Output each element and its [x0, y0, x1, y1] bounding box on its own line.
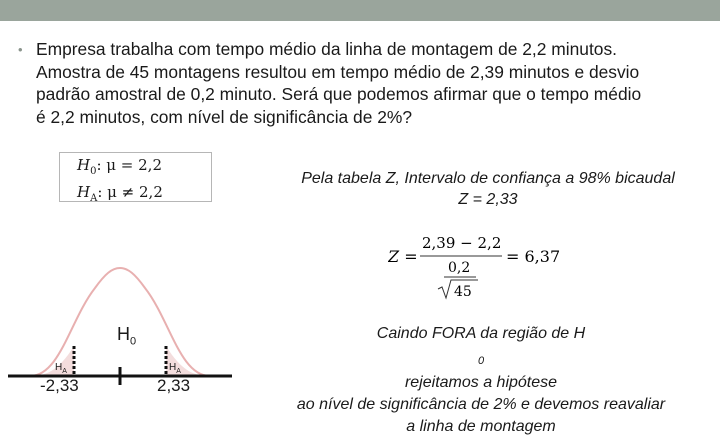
ha-right-subscript: A: [176, 368, 181, 375]
formula-numerator: 2,39 − 2,2: [422, 234, 502, 252]
statement-line: Empresa trabalha com tempo médio da linha de montagem de 2,2 minutos.: [36, 39, 617, 59]
ha-symbol: H: [77, 183, 91, 201]
conclusion-line1-start: Caindo FORA da região de H: [376, 325, 586, 342]
problem-statement: [36, 38, 716, 128]
formula-result: = 6,37: [506, 247, 561, 266]
critical-region-left: [30, 346, 74, 376]
ha-relation: : μ ≠ 2,2: [97, 183, 163, 201]
statement-line: Amostra de 45 montagens resultou em tempo médio de 2,39 minutos e desvio: [36, 61, 640, 82]
normal-curve: [30, 268, 210, 376]
ha-right-text: H: [169, 362, 177, 373]
z-critical-value: Z = 2,33: [458, 191, 518, 208]
right-critical-value: 2,33: [157, 376, 191, 395]
h0-label-subscript: 0: [130, 335, 137, 348]
h0-label-text: H: [117, 324, 130, 344]
formula-radicand: 45: [454, 284, 472, 300]
ha-left-text: H: [55, 362, 63, 373]
conclusion-subscript: 0: [477, 355, 485, 368]
conclusion-line1-end: rejeitamos a hipótese: [404, 374, 558, 392]
conclusion-text: [257, 323, 705, 438]
formula-inner-numerator: 0,2: [448, 260, 471, 276]
left-critical-value: -2,33: [40, 376, 79, 395]
ha-left-subscript: A: [62, 368, 67, 375]
h0-relation: : μ = 2,2: [96, 156, 162, 174]
h0-symbol: H: [77, 156, 91, 174]
h0-region-label: [117, 324, 136, 348]
conclusion-line: ao nível de significância de 2% e devemos reavaliar: [296, 396, 666, 414]
ha-right-label: [169, 362, 181, 375]
alternative-hypothesis: [77, 182, 211, 209]
conclusion-line: [257, 323, 705, 394]
formula-lhs: Z =: [388, 247, 418, 266]
conclusion-line: a linha de montagem: [406, 418, 556, 436]
bullet-marker: •: [18, 42, 23, 57]
z-table-line: Pela tabela Z, Intervalo de confiança a 98% bicaudal: [301, 170, 675, 187]
hypotheses-box: [59, 152, 212, 202]
ha-subscript: A: [90, 193, 98, 204]
statement-line: é 2,2 minutos, com nível de significância de 2%?: [36, 106, 413, 127]
z-table-note: [268, 168, 708, 210]
top-bar: [0, 0, 720, 21]
null-hypothesis: [77, 155, 211, 182]
z-formula: [388, 232, 568, 304]
ha-left-label: [55, 362, 67, 375]
statement-line: padrão amostral de 0,2 minuto. Será que podemos afirmar que o tempo médio: [36, 84, 642, 104]
h0-subscript: 0: [90, 166, 97, 177]
